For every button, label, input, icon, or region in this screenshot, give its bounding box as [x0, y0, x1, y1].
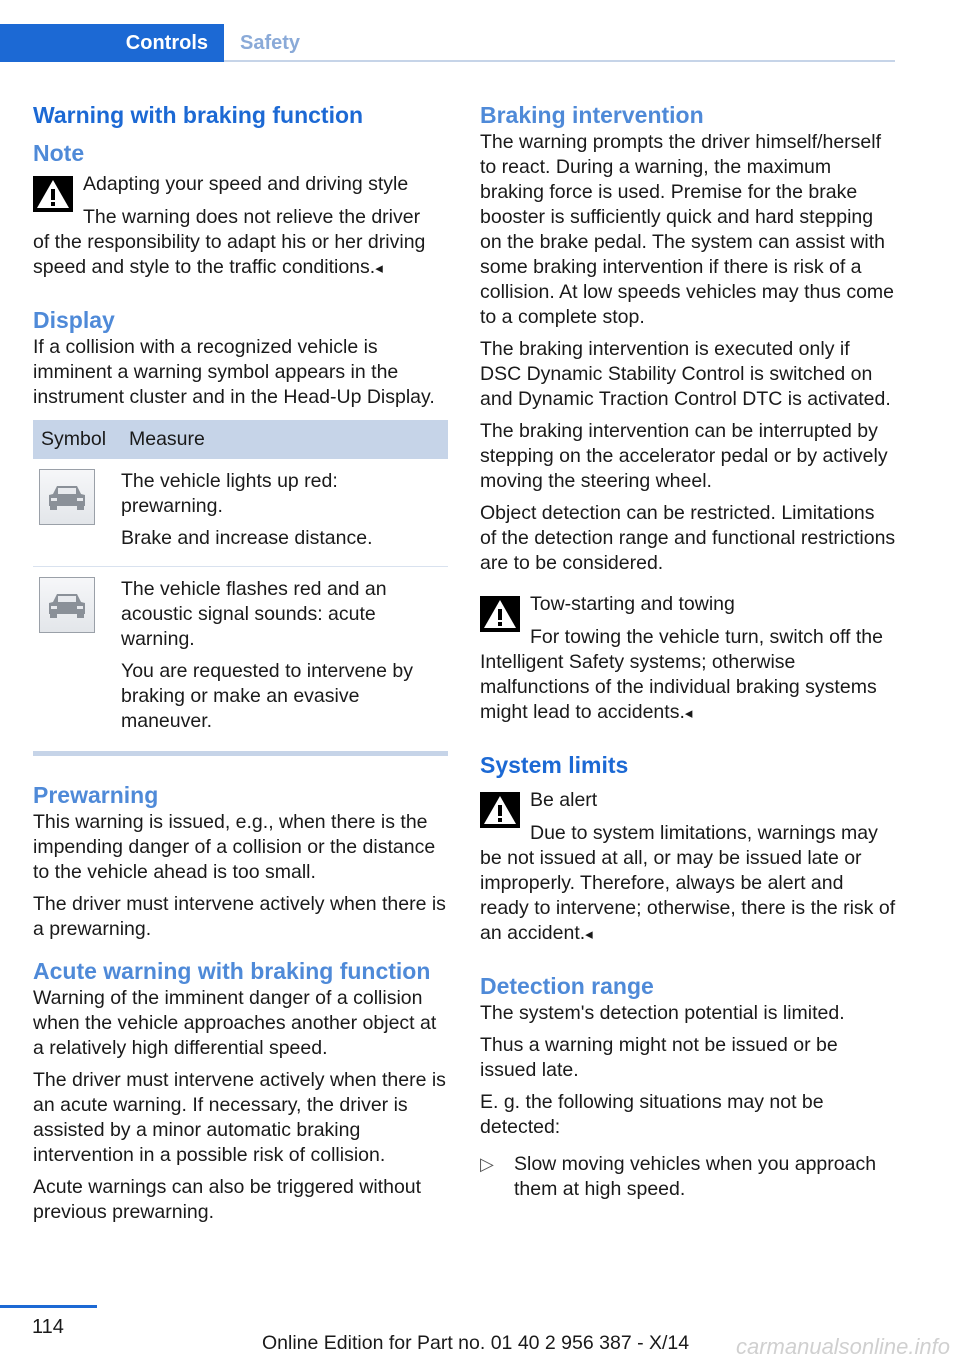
table-row — [33, 567, 448, 752]
note-heading: Note — [33, 140, 85, 166]
table-row — [33, 459, 448, 567]
right-column — [480, 100, 896, 1202]
note-warning — [33, 168, 448, 281]
end-mark: ◂ — [585, 926, 593, 943]
list-item-text: Slow moving vehicles when you approach them at high speed. — [514, 1153, 877, 1200]
tab-controls[interactable]: Controls — [0, 24, 224, 62]
tab-safety[interactable]: Safety — [240, 31, 301, 54]
range-text: Thus a warning might not be issued or be issued late. — [480, 1034, 838, 1081]
alert-warning — [480, 784, 896, 947]
towing-first-line: For towing the vehicle turn, switch off the — [530, 626, 883, 648]
triangle-bullet-icon: ▷ — [480, 1154, 494, 1174]
warning-triangle-icon — [480, 792, 520, 828]
prewarning-text: The driver must intervene actively when there is a prewarning. — [33, 893, 446, 940]
car-warning-icon — [39, 577, 95, 633]
end-mark: ◂ — [375, 260, 383, 277]
measure-text: You are requested to intervene by braking or make an evasive maneuver. — [121, 660, 413, 732]
braking-heading: Braking intervention — [480, 102, 704, 128]
alert-text: be not issued at all, or may be issued late or improperly. Therefore, always be alert and ready to intervene; otherwise, there is the risk of an accident. — [480, 847, 896, 944]
left-column — [33, 100, 448, 1232]
measure-text: The vehicle flashes red and an acoustic signal sounds: acute warning. — [121, 578, 387, 650]
measure-text: Brake and increase distance. — [121, 527, 373, 549]
acute-text: Acute warnings can also be triggered without previous prewarning. — [33, 1176, 422, 1223]
warning-triangle-icon — [480, 596, 520, 632]
acute-text: The driver must intervene actively when there is an acute warning. If necessary, the driver is assisted by a minor automatic braking intervention in a possible risk of collision. — [33, 1069, 446, 1166]
edition-text: Online Edition for Part no. 01 40 2 956 387 - X/14 — [262, 1332, 690, 1354]
display-text: If a collision with a recognized vehicle is imminent a warning symbol appears in the instrument cluster and in the Head-Up Display. — [33, 336, 435, 408]
note-first-line: The warning does not relieve the driver — [83, 206, 421, 228]
acute-text: Warning of the imminent danger of a collision when the vehicle approaches another object at a relatively high differential speed. — [33, 987, 437, 1059]
table-bottom-rule — [33, 751, 448, 756]
range-text: The system's detection potential is limited. — [480, 1002, 845, 1024]
braking-text: The braking intervention can be interrupted by stepping on the accelerator pedal or by actively moving the steering wheel. — [480, 420, 888, 492]
column-header-measure: Measure — [121, 420, 448, 459]
column-header-symbol: Symbol — [33, 420, 121, 459]
section-title: Warning with braking function — [33, 102, 364, 128]
list-item — [480, 1152, 896, 1202]
measure-text: The vehicle lights up red: prewarning. — [121, 470, 338, 517]
prewarning-text: This warning is issued, e.g., when there is the impending danger of a collision or the distance to the vehicle ahead is too small. — [33, 811, 436, 883]
braking-text: Object detection can be restricted. Limitations of the detection range and functional restrictions are to be considered. — [480, 502, 896, 574]
note-text: of the responsibility to adapt his or her driving speed and style to the traffic conditions. — [33, 231, 426, 278]
system-limits-heading: System limits — [480, 752, 629, 778]
end-mark: ◂ — [684, 705, 693, 722]
display-heading: Display — [33, 307, 115, 333]
braking-text: The braking intervention is executed only if DSC Dynamic Stability Control is switched on and Dynamic Traction Control DTC is activated. — [480, 338, 891, 410]
page-number: 114 — [32, 1316, 64, 1338]
towing-text: Intelligent Safety systems; otherwise malfunctions of the individual braking systems might lead to accidents. — [480, 651, 877, 723]
symbol-table — [33, 420, 448, 751]
towing-warning — [480, 588, 896, 726]
towing-title: Tow-starting and towing — [530, 593, 735, 615]
car-warning-icon — [39, 469, 95, 525]
footer-rule — [0, 1305, 97, 1308]
warning-triangle-icon — [33, 176, 73, 212]
detection-range-heading: Detection range — [480, 973, 654, 999]
range-text: E. g. the following situations may not be detected: — [480, 1091, 824, 1138]
watermark: carmanualsonline.info — [735, 1334, 950, 1359]
prewarning-heading: Prewarning — [33, 782, 159, 808]
braking-text: The warning prompts the driver himself/herself to react. During a warning, the maximum braking force is used. Premise for the brake booster is sufficiently quick and hard stepping on the brake pedal. The system can assist with some braking intervention if there is risk of a collision. At low speeds vehicles may thus come to a complete stop. — [480, 131, 895, 328]
alert-first-line: Due to system limitations, warnings may — [530, 822, 878, 844]
acute-heading: Acute warning with braking function — [33, 958, 431, 984]
note-title: Adapting your speed and driving style — [83, 173, 409, 195]
alert-title: Be alert — [530, 789, 598, 811]
